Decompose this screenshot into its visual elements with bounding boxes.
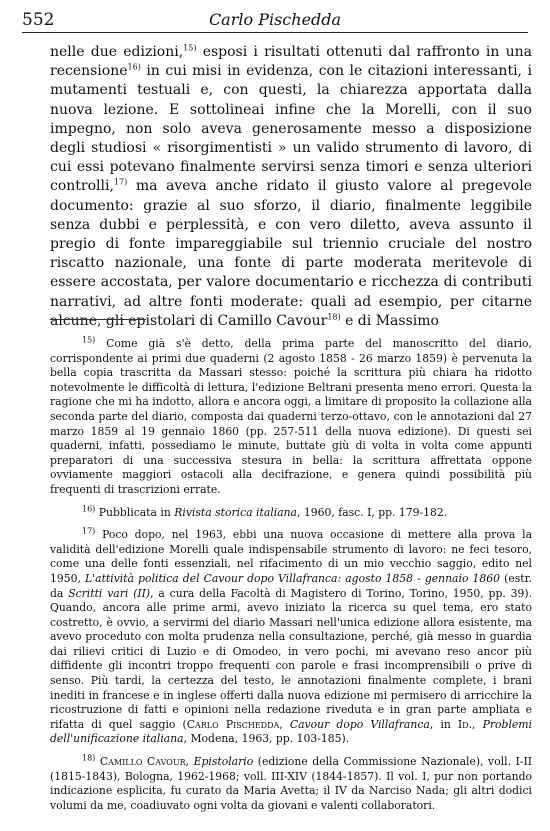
footnotes xyxy=(50,337,532,821)
running-title: Carlo Pischedda xyxy=(208,10,342,29)
footnote-text: , xyxy=(185,755,194,769)
footnote-text: Poco dopo, nel 1963, ebbi una nuova occasione di mettere alla prova la validità dell'edizione Morelli quale indispensabile strumento di lavoro: ne feci tesoro, come una delle fonti essenziali, nel rifacimento di un mio vecchio saggio, edito nel 1950, xyxy=(50,528,533,585)
footnote-text: (estr. da xyxy=(50,571,532,600)
footnote-marker: 15) xyxy=(82,335,96,345)
footnote-17 xyxy=(50,528,532,747)
work-title: Problemi dell'unificazione italiana xyxy=(50,717,532,746)
work-title: Cavour dopo Villafranca xyxy=(289,717,430,731)
author-name: Carlo Pischedda xyxy=(186,717,280,731)
work-title: L'attività politica del Cavour dopo Villafranca: agosto 1858 - gennaio 1860 xyxy=(85,571,501,585)
footnote-marker: 16) xyxy=(82,503,96,513)
footnote-15 xyxy=(50,337,532,498)
page-header xyxy=(22,10,528,32)
footnote-ref: 15) xyxy=(183,43,197,53)
footnote-text: , Modena, 1963, pp. 103-185). xyxy=(183,732,350,746)
footnote-18 xyxy=(50,755,532,813)
footnote-16 xyxy=(50,503,532,521)
footnote-separator xyxy=(50,319,146,320)
footnote-text: , xyxy=(472,717,483,731)
body-text xyxy=(50,43,532,331)
footnote-marker: 18) xyxy=(82,753,96,763)
footnote-text: , xyxy=(279,717,290,731)
footnote-marker: 17) xyxy=(82,526,96,536)
author-name: Camillo Cavour xyxy=(99,755,186,769)
footnote-text: Pubblicata in xyxy=(98,505,175,519)
text-segment: esposi i risultati ottenuti dal raffronto in una recensione xyxy=(50,44,532,80)
main-paragraph xyxy=(50,43,532,331)
text-segment: in cui misi in evidenza, con le citazioni interessanti, i mutamenti testuali e, con questi, la chiarezza apportata dalla nuova lezione. E sottolineai infine che la Morelli, con il suo impegno, non solo aveva generosamente messo a disposizione degli studiosi « risorgimentisti » un valido strumento di lavoro, di cui essi potevano finalmente servirsi senza timori e senza ulteriori controlli, xyxy=(50,63,532,195)
text-segment: nelle due edizioni, xyxy=(50,44,184,60)
footnote-text: , in xyxy=(429,717,458,731)
footnote-text: , 1960, fasc. I, pp. 179-182. xyxy=(297,505,448,519)
footnote-text: (edizione della Commissione Nazionale), voll. I-II (1815-1843), Bologna, 1962-1968; voll. III-XIV (1844-1857). Il vol. I, pur non portando indicazione esplicita, fu curato da Maria Avetta; il IV da Narciso Nada; gli altri dodici volumi da me, coadiuvato ogni volta da giovani e valenti collaboratori. xyxy=(50,755,532,812)
author-name: Id. xyxy=(457,717,473,731)
footnote-ref: 16) xyxy=(127,62,141,72)
header-rule xyxy=(22,32,528,33)
work-title: Scritti vari (II) xyxy=(68,586,151,600)
text-segment: ma aveva anche ridato il giusto valore al pregevole documento: grazie al suo sforzo, il diario, finalmente leggibile senza dubbi e perplessità, e con vero diletto, aveva assunto il pregio di fonte impareggiabile sul triennio cruciale del nostro riscatto nazionale, una fonte di parte moderata meritevole di essere accostata, per valore documentario e ricchezza di contributi narrativi, ad altre fonti moderate: quali ad esempio, per citarne alcune, gli epistolari di Camillo Cavour xyxy=(50,178,532,329)
footnote-ref: 17) xyxy=(113,177,128,187)
footnote-ref: 18) xyxy=(327,312,341,322)
footnote-text: Come già s'è detto, della prima parte del manoscritto del diario, corrispondente ai primi due quaderni (2 agosto 1858 - 26 marzo 1859) è pervenuta la bella copia trascritta da Massari stesso: poiché la scrittura più chiara ha ridotto notevolmente le difficoltà di lettura, l'edizione Beltrani presenta meno errori. Questa la ragione che mi ha indotto, allora e ancora oggi, a limitare di proposito la collazione alla seconda parte del diario, composta dai quaderni terzo-ottavo, con le annotazioni dal 27 marzo 1859 al 19 gennaio 1860 (pp. 257-511 della nuova edizione). Di questi sei quaderni, infatti, possediamo le minute, buttate giù di volta in volta come appunti preparatori di una successiva stesura in bella: la scrittura affrettata oppone ovviamente maggiori ostacoli alla decifrazione, e genera quindi possibilità più frequenti di trascrizioni errate. xyxy=(50,337,532,496)
text-segment: e di Massimo xyxy=(340,312,439,329)
page-number: 552 xyxy=(22,10,55,30)
footnote-text: , a cura della Facoltà di Magistero di Torino, Torino, 1950, pp. 39). Quando, ancora alle prime armi, avevo iniziato la ricerca su quel tema, ero stato costretto, è ovvio, a servirmi del diario Massari nell'unica edizione allora esistente, ma avevo proceduto con molta prudenza nella consultazione, perché, già messo in guardia dai rilievi critici di Luzio e di Omodeo, in vero pochi, mi avevano reso ancor più diffidente gli incontri troppo frequenti con parole e frasi incomprensibili o prive di senso. Più tardi, la certezza del testo, le annotazioni finalmente complete, i brani inediti in francese e in inglese offerti dalla nuova edizione mi permisero di arricchire la ricostruzione di fatti e opinioni nella redazione riveduta e in gran parte ampliata e rifatta di quel saggio ( xyxy=(50,586,533,731)
journal-title: Rivista storica italiana xyxy=(174,505,297,519)
work-title: Epistolario xyxy=(193,755,254,769)
